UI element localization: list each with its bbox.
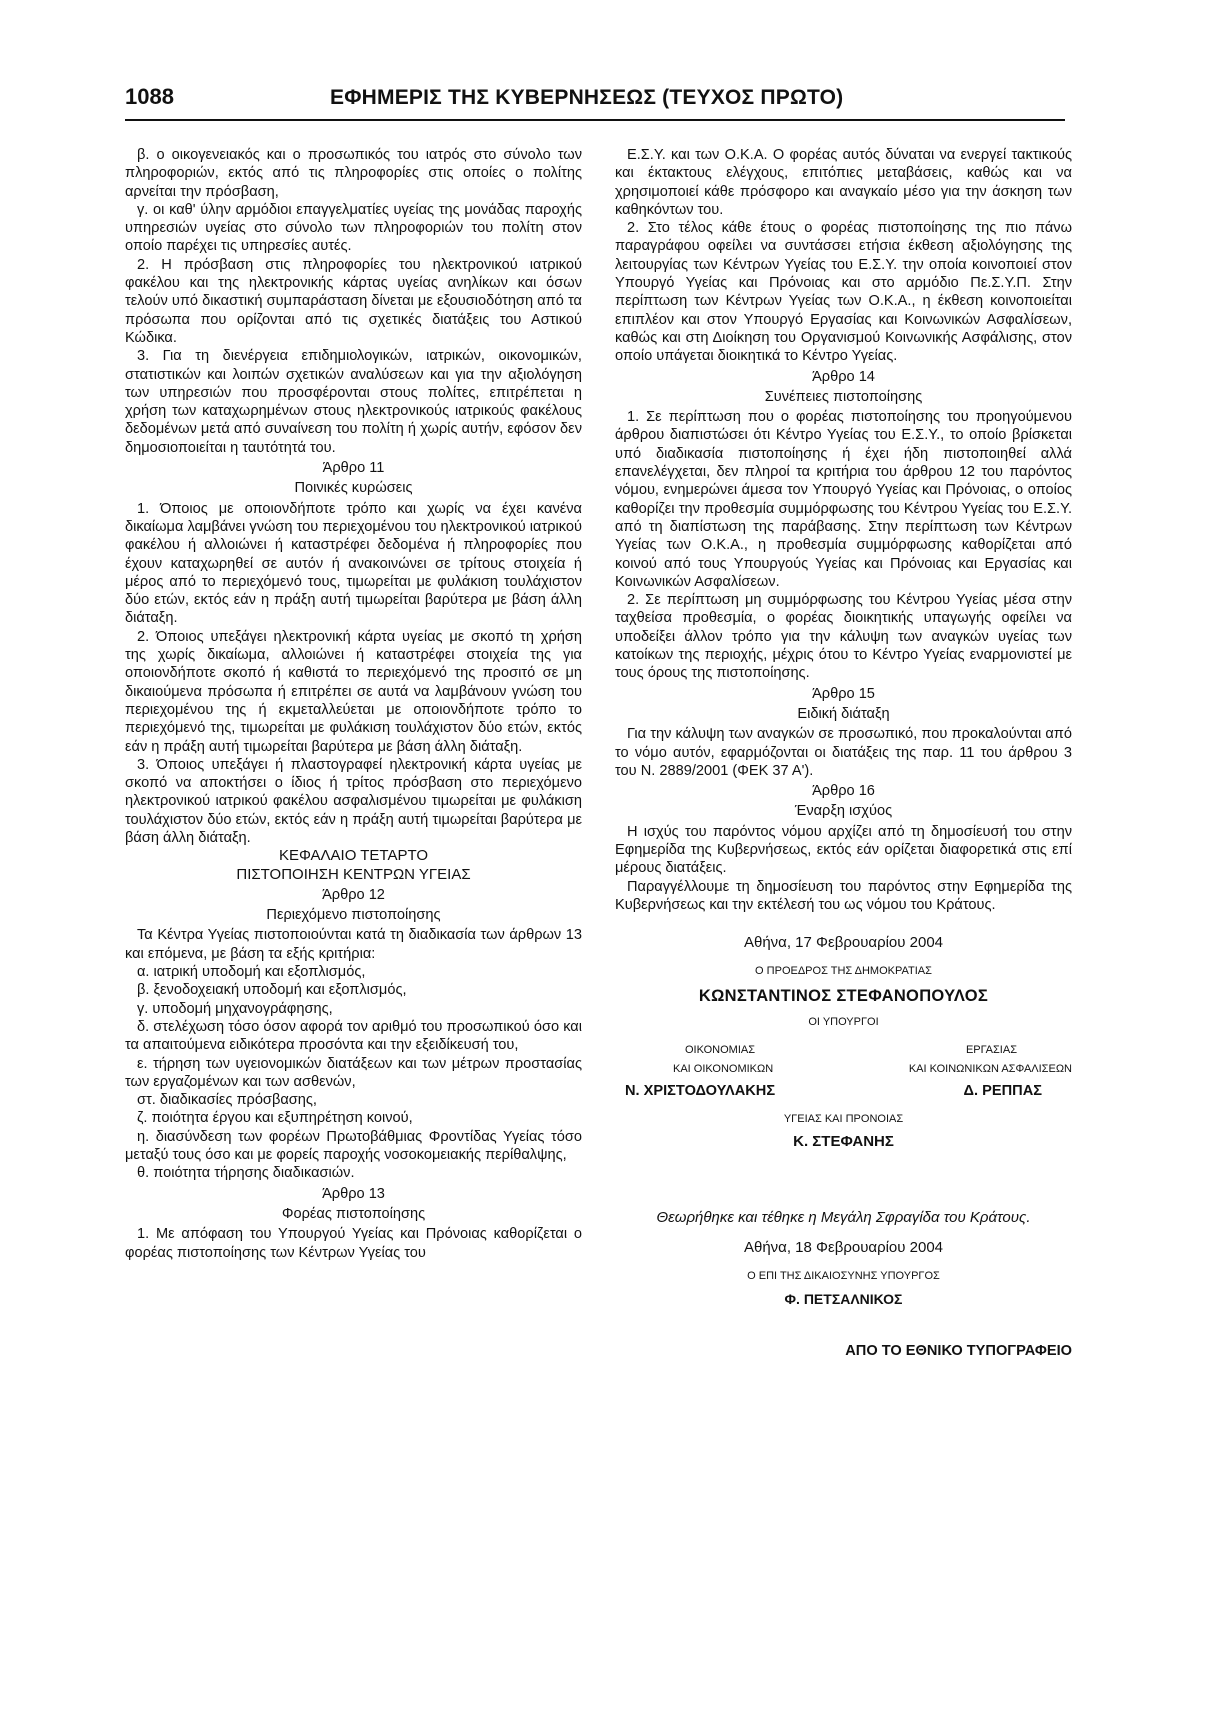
minister2-name: Δ. ΡΕΠΠΑΣ [963, 1082, 1042, 1099]
paragraph: Παραγγέλλουμε τη δημοσίευση του παρόντος στην Εφημερίδα της Κυβερνήσεως και την εκτέλεσή του ως νόμου του Κράτους. [615, 878, 1072, 913]
paragraph: α. ιατρική υποδομή και εξοπλισμός, [137, 964, 366, 981]
article-heading: Άρθρο 15 [812, 685, 875, 702]
paragraph: 1. Σε περίπτωση που ο φορέας πιστοποίησης του προηγούμενου άρθρου διαπιστώσει ότι Κέντρο Υγείας του Ε.Σ.Υ., το οποίο βρίσκεται υπό διαδικασία πιστοποίησης ή έχει ήδη πιστοποιηθεί αλλά επανελέγχεται, δεν πληροί τα κριτήρια του άρθρου 12 του παρόντος νόμου, ενημερώνει άμεσα τον Υπουργό Υγείας και Πρόνοιας, ο οποίος καθορίζει την προθεσμία συμμόρφωσης του Κέντρου Υγείας του Ε.Σ.Υ. από τη διαπίστωση της παράβασης. Στην περίπτωση των Κέντρων Υγείας των Ο.Κ.Α., η προθεσμία συμμόρφωσης καθορίζεται από κοινού από τους Υπουργούς Υγείας και Πρόνοιας και Εργασίας και Κοινωνικών Ασφαλίσεων. [615, 409, 1072, 590]
ministers-label: ΟΙ ΥΠΟΥΡΓΟΙ [808, 1016, 879, 1029]
paragraph: ζ. ποιότητα έργου και εξυπηρέτηση κοινού, [137, 1110, 413, 1127]
page-number: 1088 [125, 84, 174, 109]
paragraph: 1. Με απόφαση του Υπουργού Υγείας και Πρόνοιας καθορίζεται ο φορέας πιστοποίησης των Κέντρων Υγείας του [125, 1226, 582, 1261]
president-title: Ο ΠΡΟΕΔΡΟΣ ΤΗΣ ΔΗΜΟΚΡΑΤΙΑΣ [755, 965, 932, 978]
paragraph: ε. τήρηση των υγειονομικών διατάξεων και των μέτρων προστασίας των εργαζομένων και των ασθενών, [125, 1055, 582, 1090]
minister1-title-a: ΟΙΚΟΝΟΜΙΑΣ [685, 1044, 756, 1057]
paragraph: θ. ποιότητα τήρησης διαδικασιών. [137, 1165, 355, 1182]
paragraph: στ. διαδικασίες πρόσβασης, [137, 1092, 317, 1109]
article-heading: Άρθρο 16 [812, 783, 875, 800]
minister-titles-row-b [615, 1060, 1072, 1078]
chapter-heading: ΠΙΣΤΟΠΟΙΗΣΗ ΚΕΝΤΡΩΝ ΥΓΕΙΑΣ [236, 865, 471, 883]
minister2-title-a: ΕΡΓΑΣΙΑΣ [965, 1044, 1017, 1057]
left-column [125, 146, 582, 1262]
right-column [615, 146, 1072, 1360]
article-heading: Ειδική διάταξη [797, 705, 890, 722]
place-date: Αθήνα, 17 Φεβρουαρίου 2004 [743, 934, 944, 952]
seal-date: Αθήνα, 18 Φεβρουαρίου 2004 [743, 1239, 944, 1257]
chapter-heading: ΚΕΦΑΛΑΙΟ ΤΕΤΑΡΤΟ [278, 847, 429, 865]
article-heading: Φορέας πιστοποίησης [281, 1205, 426, 1222]
minister-titles-row-a [615, 1041, 1072, 1059]
right-column-body [615, 146, 1072, 914]
minister2-title-b: ΚΑΙ ΚΟΙΝΩΝΙΚΩΝ ΑΣΦΑΛΙΣΕΩΝ [908, 1062, 1072, 1075]
paragraph: γ. οι καθ' ύλην αρμόδιοι επαγγελματίες υγείας της μονάδας παροχής υπηρεσιών υγείας στο σύνολο των πληροφοριών του πολίτη στον οποίο παρέχει τις υπηρεσίες αυτές. [125, 201, 582, 255]
paragraph: 3. Για τη διενέργεια επιδημιολογικών, ιατρικών, οικονομικών, στατιστικών και λοιπών σχετικών αναλύσεων και για την αξιολόγηση των υπηρεσιών που προσφέρονται στους πολίτες, επιτρέπεται η χρήση των καταχωρημένων στους ηλεκτρονικούς ιατρικούς φακέλους δεδομένων μετά από συναίνεση του πολίτη ή χωρίς αυτήν, εφόσον δεν δημοσιοποιείται η ταυτότητά του. [125, 348, 582, 456]
minister3-title: ΥΓΕΙΑΣ ΚΑΙ ΠΡΟΝΟΙΑΣ [783, 1113, 904, 1126]
article-heading: Άρθρο 14 [812, 368, 875, 385]
minister-names-row [615, 1082, 1072, 1100]
paragraph: γ. υποδομή μηχανογράφησης, [137, 1000, 333, 1017]
paragraph: β. ο οικογενειακός και ο προσωπικός του ιατρός στο σύνολο των πληροφοριών, εκτός από τις πληροφορίες στις οποίες ο πολίτης αρνείται την πρόσβαση, [125, 147, 582, 200]
minister3-name: Κ. ΣΤΕΦΑΝΗΣ [793, 1132, 894, 1150]
header-rule [125, 119, 1065, 121]
printer-credit: ΑΠΟ ΤΟ ΕΘΝΙΚΟ ΤΥΠΟΓΡΑΦΕΙΟ [845, 1343, 1072, 1360]
paragraph: 2. Η πρόσβαση στις πληροφορίες του ηλεκτρονικού ιατρικού φακέλου και της ηλεκτρονικής κάρτας υγείας ανηλίκων και όσων τελούν υπό δικαστική συμπαράσταση δίνεται με εξουσιοδότηση από τα πρόσωπα που ορίζονται από τις σχετικές διατάξεις του Αστικού Κώδικα. [125, 256, 582, 346]
paragraph: η. διασύνδεση των φορέων Πρωτοβάθμιας Φροντίδας Υγείας τόσο μεταξύ τους όσο και με φορείς παροχής νοσοκομειακής περίθαλψης, [125, 1128, 582, 1164]
seal-text: Θεωρήθηκε και τέθηκε η Μεγάλη Σφραγίδα του Κράτους. [656, 1208, 1031, 1226]
paragraph: Η ισχύς του παρόντος νόμου αρχίζει από τη δημοσίευσή του στην Εφημερίδα της Κυβερνήσεως, εκτός εάν ορίζεται διαφορετικά στις επί μέρους διατάξεις. [615, 823, 1072, 877]
paragraph: Τα Κέντρα Υγείας πιστοποιούνται κατά τη διαδικασία των άρθρων 13 και επόμενα, με βάση τα εξής κριτήρια: [125, 927, 582, 962]
paragraph: 1. Όποιος με οποιονδήποτε τρόπο και χωρίς να έχει κανένα δικαίωμα λαμβάνει γνώση του περιεχομένου του ηλεκτρονικού ιατρικού φακέλου ή αλλοιώνει ή καταστρέφει δεδομένα ή πληροφορίες που έχουν καταχωρηθεί σε αυτόν ή ανακοινώνει σε τρίτους στοιχεία ή μέρος από το περιεχόμενό τους, τιμωρείται με φυλάκιση τουλάχιστον δύο ετών, εκτός εάν η πράξη αυτή τιμωρείται βαρύτερα με βάση άλλη διάταξη. [125, 500, 582, 627]
paragraph: 2. Σε περίπτωση μη συμμόρφωσης του Κέντρου Υγείας μέσα στην ταχθείσα προθεσμία, ο φορέας διοικητικής υπαγωγής οφείλει να υποδείξει άλλον τρόπο για την κάλυψη των αναγκών υγείας των κατοίκων της περιοχής, μέχρις ότου το Κέντρο Υγείας εναρμονιστεί με τους όρους της πιστοποίησης. [615, 592, 1072, 682]
president-name: ΚΩΝΣΤΑΝΤΙΝΟΣ ΣΤΕΦΑΝΟΠΟΥΛΟΣ [698, 986, 989, 1005]
minister1-name: Ν. ΧΡΙΣΤΟΔΟΥΛΑΚΗΣ [625, 1082, 776, 1099]
article-heading: Έναρξη ισχύος [794, 803, 893, 820]
article-heading: Άρθρο 11 [322, 460, 385, 477]
article-heading: Ποινικές κυρώσεις [294, 480, 413, 497]
justice-minister-name: Φ. ΠΕΤΣΑΛΝΙΚΟΣ [784, 1290, 903, 1307]
article-heading: Συνέπειες πιστοποίησης [764, 388, 923, 405]
gazette-title: ΕΦΗΜΕΡΙΣ ΤΗΣ ΚΥΒΕΡΝΗΣΕΩΣ (ΤΕΥΧΟΣ ΠΡΩΤΟ) [330, 86, 844, 109]
article-heading: Άρθρο 13 [322, 1185, 385, 1202]
article-heading: Περιεχόμενο πιστοποίησης [266, 907, 441, 924]
paragraph: 2. Στο τέλος κάθε έτους ο φορέας πιστοποίησης της πιο πάνω παραγράφου οφείλει να συντάσσει ετήσια έκθεση αξιολόγησης της λειτουργίας των Κέντρων Υγείας του Ε.Σ.Υ. την οποία κοινοποιεί στον Υπουργό Υγείας και Πρόνοιας και στο αρμόδιο Πε.Σ.Υ.Π. Στην περίπτωση των Κέντρων Υγείας των Ο.Κ.Α., η έκθεση κοινοποιείται επιπλέον και στον Υπουργό Εργασίας και Κοινωνικών Ασφαλίσεων, καθώς και στη Διοίκηση του Οργανισμού Κοινωνικής Ασφάλισης, στον οποίο υπάγεται διοικητικά το Κέντρο Υγείας. [615, 220, 1072, 365]
justice-minister-title: Ο ΕΠΙ ΤΗΣ ΔΙΚΑΙΟΣΥΝΗΣ ΥΠΟΥΡΓΟΣ [747, 1270, 940, 1283]
paragraph: δ. στελέχωση τόσο όσον αφορά τον αριθμό του προσωπικού όσο και τα απαιτούμενα ειδικότερα προσόντα και την εξειδίκευσή του, [125, 1018, 582, 1054]
paragraph: 2. Όποιος υπεξάγει ηλεκτρονική κάρτα υγείας με σκοπό τη χρήση της χωρίς δικαίωμα, αλλοιώνει ή καταστρέφει στοιχεία της για οποιονδήποτε σκοπό ή καθιστά το περιεχόμενό της προσιτό σε μη δικαιούμενα πρόσωπα ή επιτρέπει σε αυτά να λαμβάνουν γνώση του περιεχομένου της ή εκμεταλλεύεται με οποιονδήποτε τρόπο το περιεχόμενό της, τιμωρείται με φυλάκιση τουλάχιστον δύο ετών, εκτός εάν η πράξη αυτή τιμωρείται βαρύτερα με βάση άλλη διάταξη. [125, 628, 582, 755]
page-header [125, 84, 1065, 122]
article-heading: Άρθρο 12 [322, 886, 385, 903]
minister1-title-b: ΚΑΙ ΟΙΚΟΝΟΜΙΚΩΝ [673, 1062, 774, 1075]
paragraph: 3. Όποιος υπεξάγει ή πλαστογραφεί ηλεκτρονική κάρτα υγείας με σκοπό να αποκτήσει ο ίδιος ή τρίτος πρόσβαση στο περιεχόμενο ηλεκτρονικού ιατρικού φακέλου ασφαλισμένου τιμωρείται με φυλάκιση τουλάχιστον δύο ετών, εκτός εάν η πράξη αυτή τιμωρείται βαρύτερα με βάση άλλη διάταξη. [125, 756, 582, 846]
paragraph: Για την κάλυψη των αναγκών σε προσωπικό, που προκαλούνται από το νόμο αυτόν, εφαρμόζονται οι διατάξεις της παρ. 11 του άρθρου 3 του Ν. 2889/2001 (ΦΕΚ 37 Α'). [615, 726, 1072, 779]
paragraph: Ε.Σ.Υ. και των Ο.Κ.Α. Ο φορέας αυτός δύναται να ενεργεί τακτικούς και έκτακτους ελέγχους, επιτόπιες μεταβάσεις, καθώς και να χρησιμοποιεί κάθε πρόσφορο και αναγκαίο μέσο για την άσκηση των καθηκόντων του. [615, 147, 1072, 218]
paragraph: β. ξενοδοχειακή υποδομή και εξοπλισμός, [137, 982, 407, 999]
